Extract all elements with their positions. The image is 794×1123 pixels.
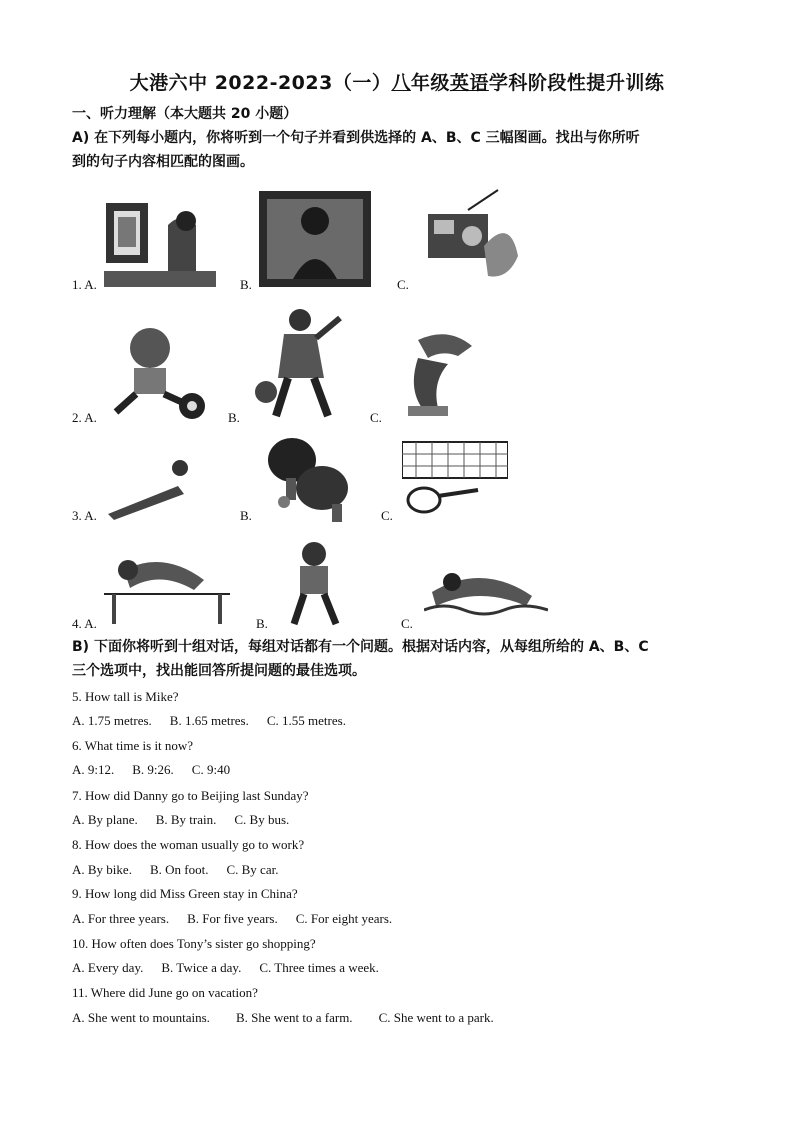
option-10a: A. Every day.: [72, 960, 144, 975]
picture-1a-painting: [104, 195, 216, 287]
question-6: 6. What time is it now?: [72, 738, 194, 753]
options-11: [72, 1010, 512, 1026]
question-11: 11. Where did June go on vacation?: [72, 985, 258, 1000]
part1-heading: 一、听力理解（本大题共 20 小题）: [72, 106, 298, 122]
question-7: 7. How did Danny go to Beijing last Sunday?: [72, 788, 309, 803]
row2-label-b: B.: [228, 410, 240, 425]
option-11b: B. She went to a farm.: [235, 1010, 353, 1025]
options-7: [72, 812, 307, 828]
option-9b: B. For five years.: [187, 911, 278, 926]
sectionA-line2: 到的句子内容相匹配的图画。: [72, 154, 254, 170]
picture-4c-swimming: [424, 552, 548, 622]
option-8c: C. By car.: [226, 862, 279, 877]
row4-label-c: C.: [401, 616, 413, 631]
picture-3a-baseball-bat: [104, 458, 196, 520]
title-prefix: 大港六中 2022-2023（一）: [129, 72, 392, 94]
option-8b: B. On foot.: [149, 862, 209, 877]
sectionB-line2: 三个选项中，找出能回答所提问题的最佳选项。: [72, 663, 366, 679]
picture-1b-television: [259, 191, 371, 287]
question-9: 9. How long did Miss Green stay in China?: [72, 886, 298, 901]
option-5c: C. 1.55 metres.: [266, 713, 346, 728]
row1-label-b: B.: [240, 277, 252, 292]
option-9a: A. For three years.: [72, 911, 170, 926]
options-9: [72, 911, 410, 927]
option-10b: B. Twice a day.: [161, 960, 242, 975]
title-suffix: 学科阶段性提升训练: [488, 72, 665, 94]
option-10c: C. Three times a week.: [259, 960, 379, 975]
row4-label-b: B.: [256, 616, 268, 631]
row4-label-a: 4. A.: [72, 616, 97, 631]
option-7a: A. By plane.: [72, 812, 138, 827]
picture-4b-running: [276, 538, 352, 626]
sectionB-line1: B) 下面你将听到十组对话，每组对话都有一个问题。根据对话内容，从每组所给的 A、B、C: [72, 639, 649, 655]
row3-label-c: C.: [381, 508, 393, 523]
row3-label-b: B.: [240, 508, 252, 523]
options-5: [72, 713, 364, 729]
row3-label-a: 3. A.: [72, 508, 97, 523]
option-7b: B. By train.: [155, 812, 217, 827]
picture-3b-ping-pong: [258, 432, 358, 522]
option-7c: C. By bus.: [234, 812, 290, 827]
picture-2b-basketball: [244, 306, 354, 418]
row1-label-a: 1. A.: [72, 277, 97, 292]
question-8: 8. How does the woman usually go to work?: [72, 837, 305, 852]
option-6a: A. 9:12.: [72, 762, 115, 777]
option-8a: A. By bike.: [72, 862, 132, 877]
sectionA-line1: A) 在下列每小题内，你将听到一个句子并看到供选择的 A、B、C 三幅图画。找出与你所听: [72, 130, 640, 146]
row2-label-c: C.: [370, 410, 382, 425]
picture-3c-tennis: [402, 434, 508, 518]
row2-label-a: 2. A.: [72, 410, 97, 425]
page-title: [0, 68, 794, 95]
option-11a: A. She went to mountains.: [72, 1010, 210, 1025]
picture-4a-high-jump: [104, 540, 230, 626]
row1-label-c: C.: [397, 277, 409, 292]
title-subject: 英语: [449, 72, 489, 94]
picture-1c-radio: [418, 186, 522, 286]
options-10: [72, 960, 397, 976]
picture-2c-volleyball: [388, 326, 480, 420]
option-5b: B. 1.65 metres.: [169, 713, 249, 728]
option-6c: C. 9:40: [191, 762, 231, 777]
title-grade: 八: [391, 72, 411, 94]
options-8: [72, 862, 296, 878]
title-mid: 年级: [410, 72, 450, 94]
question-5: 5. How tall is Mike?: [72, 689, 179, 704]
option-5a: A. 1.75 metres.: [72, 713, 152, 728]
option-11c: C. She went to a park.: [378, 1010, 494, 1025]
options-6: [72, 762, 248, 778]
question-10: 10. How often does Tony’s sister go shopping?: [72, 936, 316, 951]
picture-2a-soccer: [104, 322, 210, 420]
option-6b: B. 9:26.: [132, 762, 174, 777]
option-9c: C. For eight years.: [295, 911, 393, 926]
